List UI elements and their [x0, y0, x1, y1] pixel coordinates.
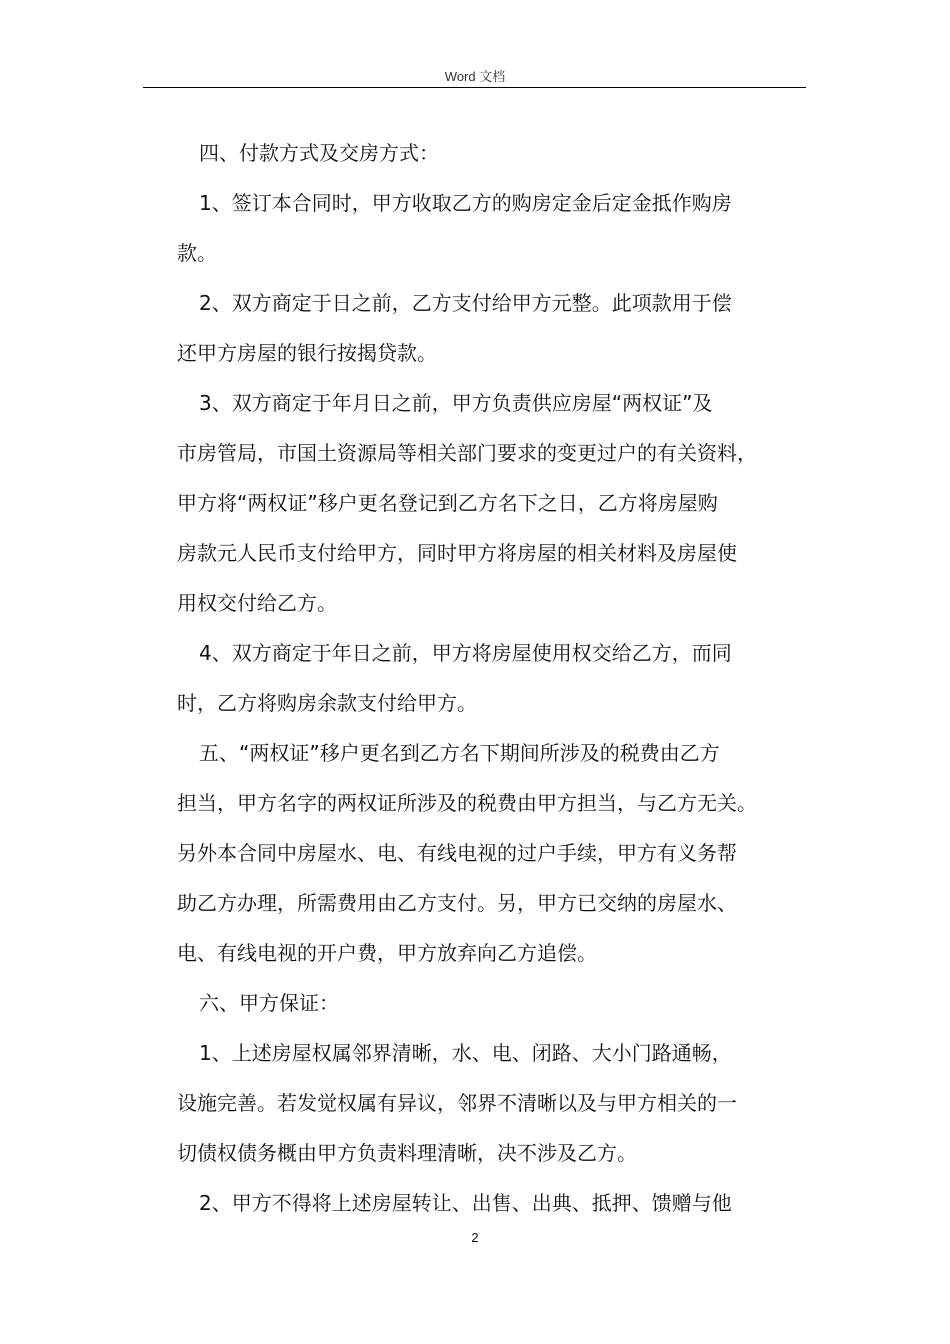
text-line: 四、付款方式及交房方式： — [199, 141, 439, 165]
page-header: Word 文档 — [444, 69, 506, 84]
text-line: 电、有线电视的开户费，甲方放弃向乙方追偿。 — [177, 941, 597, 965]
text-line: 3、双方商定于年月日之前，甲方负责供应房屋“两权证”及 — [199, 391, 713, 415]
text-line: 助乙方办理，所需费用由乙方支付。另，甲方已交纳的房屋水、 — [177, 891, 737, 915]
text-line: 担当，甲方名字的两权证所涉及的税费由甲方担当，与乙方无关。 — [177, 791, 757, 815]
page-number: 2 — [471, 1230, 479, 1245]
text-line: 六、甲方保证： — [199, 991, 339, 1015]
text-line: 还甲方房屋的银行按揭贷款。 — [177, 341, 437, 365]
text-line: 设施完善。若发觉权属有异议，邻界不清晰以及与甲方相关的一 — [177, 1091, 737, 1115]
text-line: 五、“两权证”移户更名到乙方名下期间所涉及的税费由乙方 — [199, 741, 720, 765]
text-line: 另外本合同中房屋水、电、有线电视的过户手续，甲方有义务帮 — [177, 841, 737, 865]
text-line: 用权交付给乙方。 — [177, 591, 337, 615]
header-divider — [143, 87, 806, 88]
text-line: 2、双方商定于日之前，乙方支付给甲方元整。此项款用于偿 — [199, 291, 732, 315]
text-line: 1、上述房屋权属邻界清晰，水、电、闭路、大小门路通畅， — [199, 1041, 732, 1065]
text-line: 1、签订本合同时，甲方收取乙方的购房定金后定金抵作购房 — [199, 191, 732, 215]
text-line: 时，乙方将购房余款支付给甲方。 — [177, 691, 477, 715]
text-line: 甲方将“两权证”移户更名登记到乙方名下之日，乙方将房屋购 — [177, 491, 718, 515]
text-line: 2、甲方不得将上述房屋转让、出售、出典、抵押、馈赠与他 — [199, 1191, 732, 1215]
text-line: 切债权债务概由甲方负责料理清晰，决不涉及乙方。 — [177, 1141, 637, 1165]
text-line: 款。 — [177, 241, 217, 265]
text-line: 市房管局，市国土资源局等相关部门要求的变更过户的有关资料， — [177, 441, 757, 465]
document-body — [177, 128, 817, 1228]
text-line: 房款元人民币支付给甲方，同时甲方将房屋的相关材料及房屋使 — [177, 541, 737, 565]
text-line: 4、双方商定于年日之前，甲方将房屋使用权交给乙方，而同 — [199, 641, 732, 665]
